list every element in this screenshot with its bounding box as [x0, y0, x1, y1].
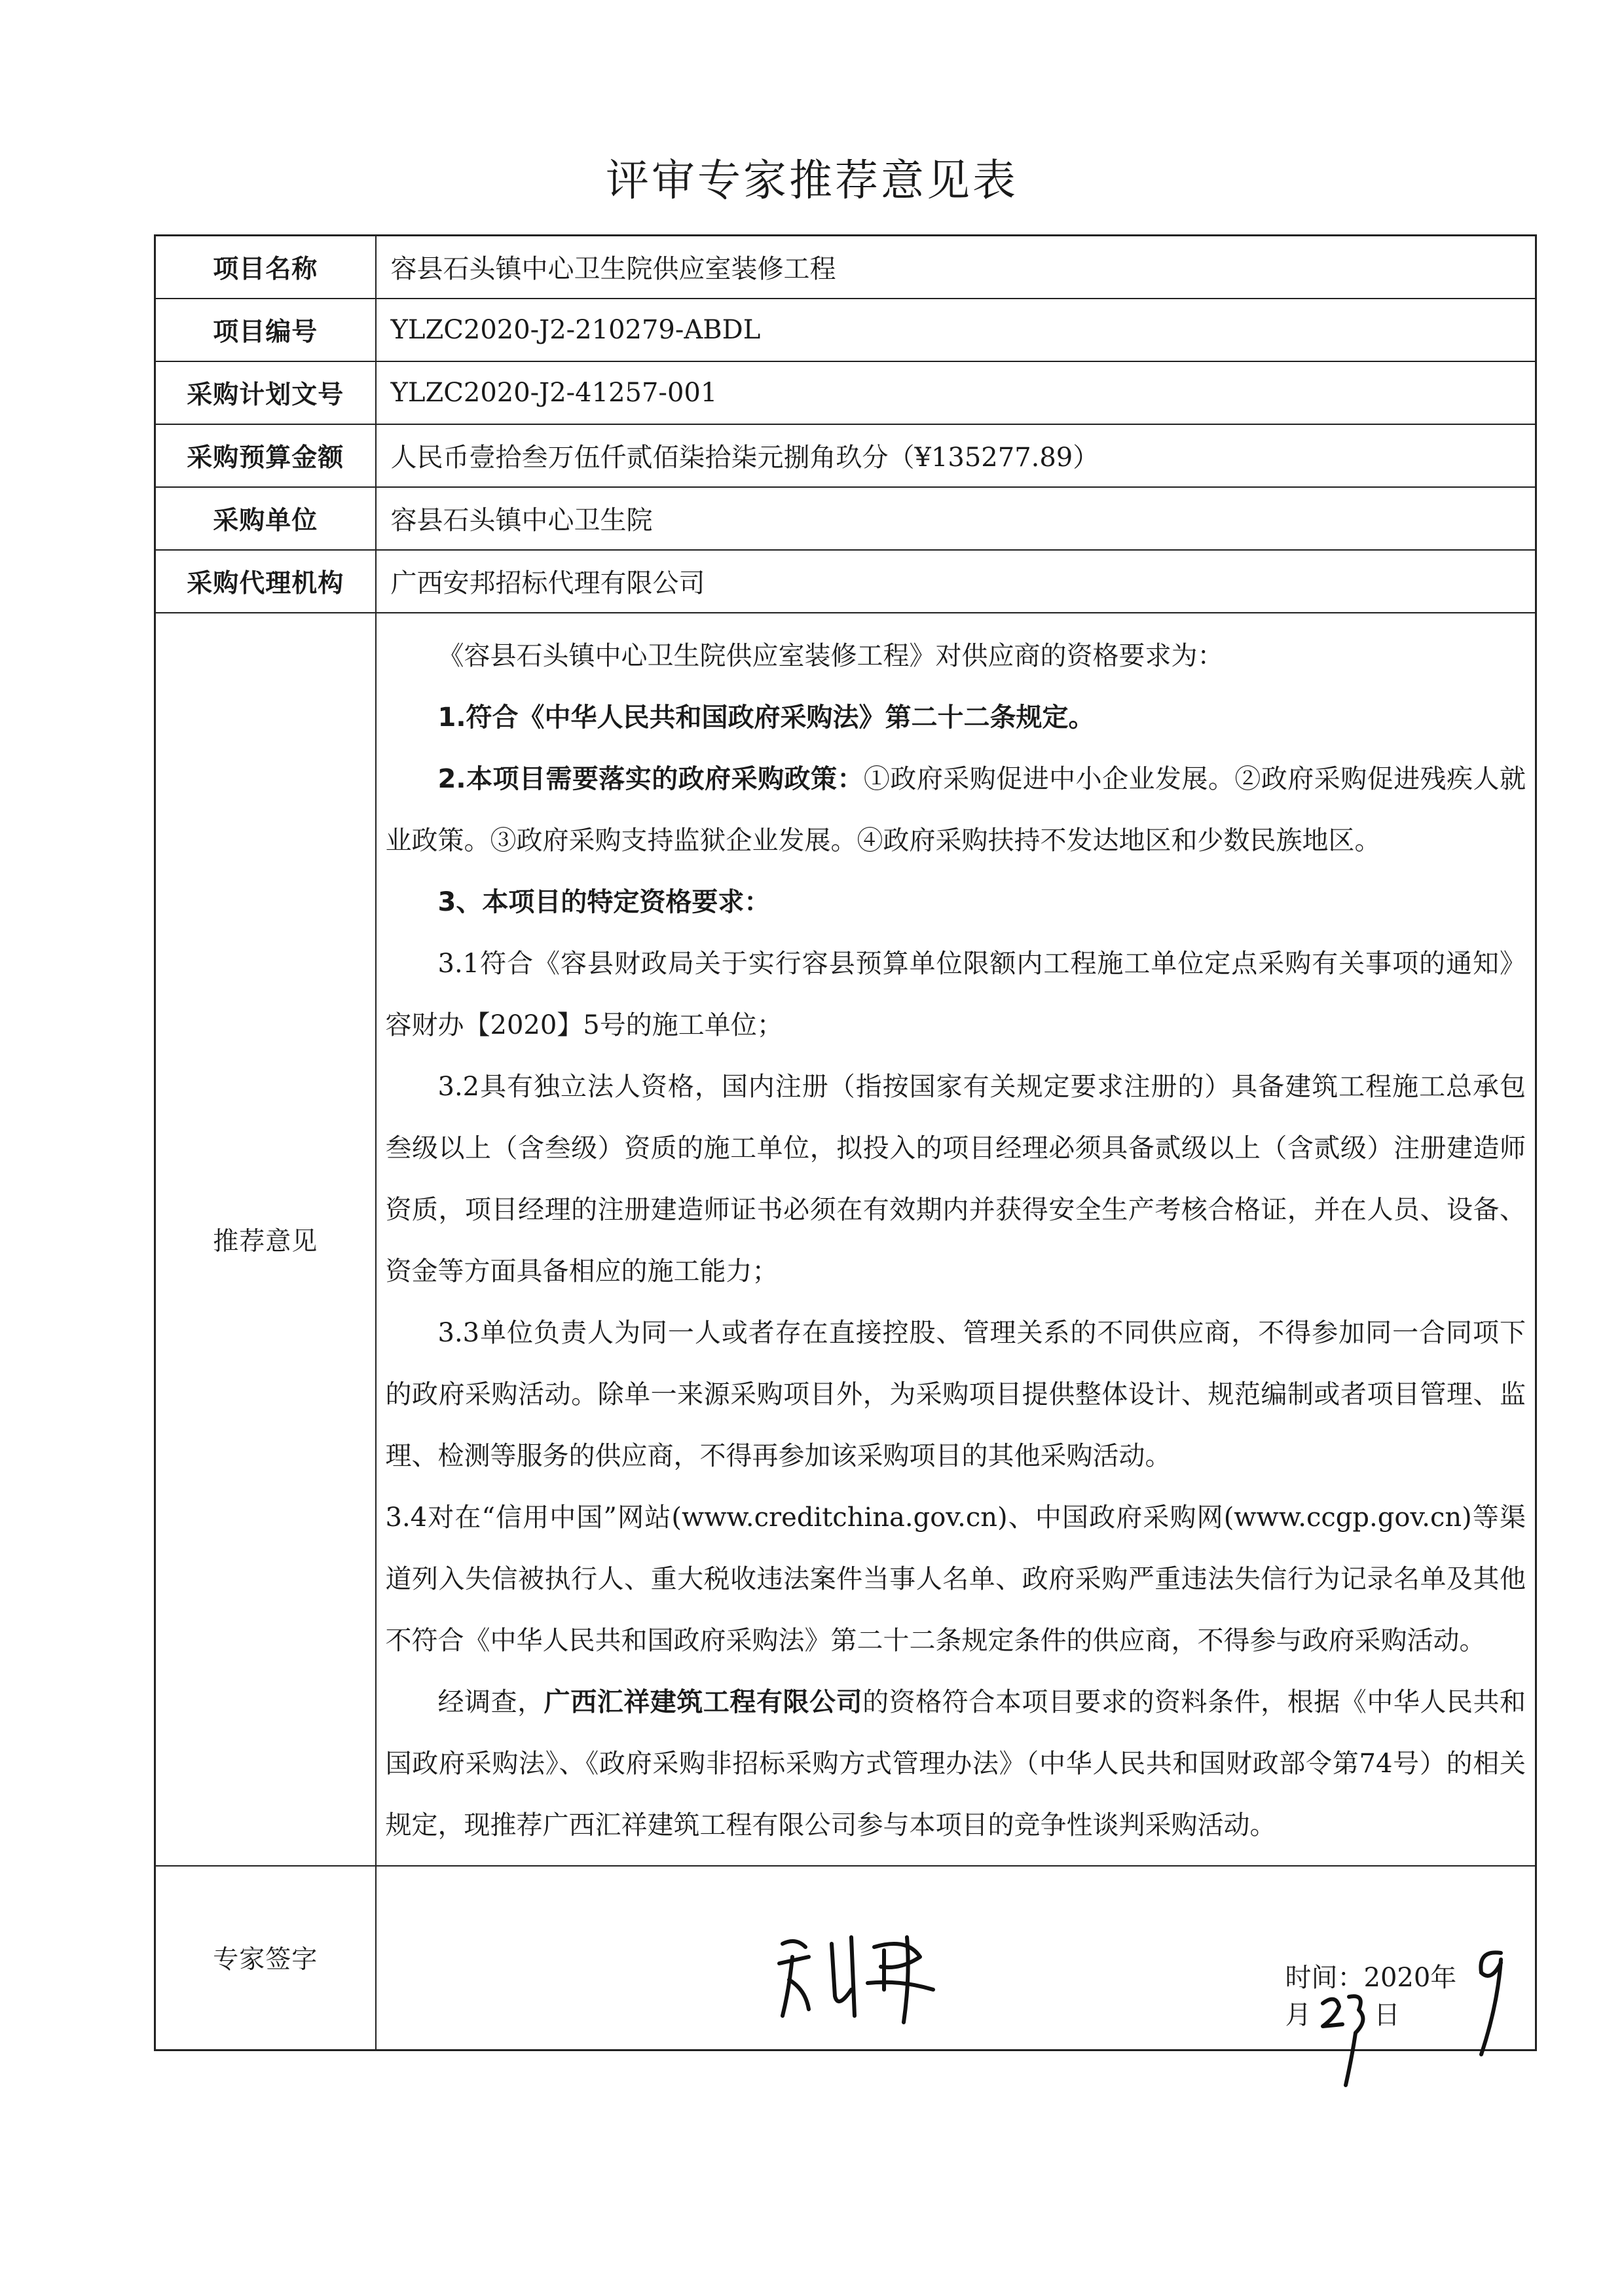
handwritten-month-mark	[1465, 1940, 1511, 2058]
project-number-label: 项目编号	[155, 299, 376, 361]
opinion-item-3-4: 3.4对在“信用中国”网站(www.creditchina.gov.cn)、中国政府采购网(www.ccgp.gov.cn)等渠道列入失信被执行人、重大税收违法案件当事人名单、政府采购严重违法失信行为记录名单及其他不符合《中华人民共和国政府采购法》第二十二条规定条件的供应商，不得参与政府采购活动。	[385, 1502, 1526, 1656]
purchaser-value: 容县石头镇中心卫生院	[376, 487, 1536, 550]
opinion-item-3-1: 3.1符合《容县财政局关于实行容县预算单位限额内工程施工单位定点采购有关事项的通知》容财办【2020】5号的施工单位；	[385, 948, 1526, 1040]
opinion-item-2	[386, 748, 1526, 871]
date-prefix: 时间：2020年	[1285, 1962, 1457, 1993]
signature-row	[155, 1866, 1536, 2050]
opinion-conclusion	[386, 1671, 1526, 1856]
conclusion-text: 的资格符合本项目要求的资料条件，根据《中华人民共和国政府采购法》、《政府采购非招标采购方式管理办法》（中华人民共和国财政部令第74号）的相关规定，现推荐广西汇祥建筑工程有限公司参与本项目的竞争性谈判采购活动。	[385, 1686, 1526, 1840]
agency-value: 广西安邦招标代理有限公司	[376, 550, 1536, 613]
table-row	[155, 299, 1536, 361]
opinion-row	[155, 613, 1536, 1866]
signature-cell	[376, 1866, 1536, 2050]
opinion-item-3-2: 3.2具有独立法人资格，国内注册（指按国家有关规定要求注册的）具备建筑工程施工总承包叁级以上（含叁级）资质的施工单位，拟投入的项目经理必须具备贰级以上（含贰级）注册建造师资质，项目经理的注册建造师证书必须在有效期内并获得安全生产考核合格证，并在人员、设备、资金等方面具备相应的施工能力；	[385, 1071, 1526, 1286]
budget-label: 采购预算金额	[155, 424, 376, 487]
opinion-intro: 《容县石头镇中心卫生院供应室装修工程》对供应商的资格要求为：	[437, 640, 1224, 671]
plan-number-value: YLZC2020-J2-41257-001	[376, 361, 1536, 424]
purchaser-label: 采购单位	[155, 487, 376, 550]
opinion-content	[376, 613, 1536, 1866]
opinion-item-2-text: ①政府采购促进中小企业发展。②政府采购促进残疾人就业政策。③政府采购支持监狱企业发展。④政府采购扶持不发达地区和少数民族地区。	[385, 763, 1526, 856]
recommended-company: 广西汇祥建筑工程有限公司	[544, 1686, 863, 1717]
month-label: 月	[1285, 1999, 1312, 2030]
handwritten-day-mark	[1320, 1977, 1372, 2088]
document-title: 评审专家推荐意见表	[606, 155, 1018, 206]
budget-value: 人民币壹拾叁万伍仟贰佰柒拾柒元捌角玖分（¥135277.89）	[376, 424, 1536, 487]
table-row	[155, 236, 1536, 299]
table-row	[155, 361, 1536, 424]
project-number-value: YLZC2020-J2-210279-ABDL	[376, 299, 1536, 361]
handwritten-day	[1320, 2023, 1365, 2024]
project-name-value: 容县石头镇中心卫生院供应室装修工程	[376, 236, 1536, 299]
table-row	[155, 424, 1536, 487]
signature-date	[1285, 1957, 1536, 2032]
opinion-item-3: 3、本项目的特定资格要求：	[437, 886, 771, 917]
signature-label: 专家签字	[155, 1866, 376, 2050]
recommendation-form-table	[154, 234, 1537, 2051]
table-row	[155, 487, 1536, 550]
opinion-item-2-heading: 2.本项目需要落实的政府采购政策：	[437, 763, 864, 794]
opinion-item-3-3: 3.3单位负责人为同一人或者存在直接控股、管理关系的不同供应商，不得参加同一合同项下的政府采购活动。除单一来源采购项目外，为采购项目提供整体设计、规范编制或者项目管理、监理、检测等服务的供应商，不得再参加该采购项目的其他采购活动。	[385, 1317, 1526, 1471]
day-label: 日	[1373, 1999, 1400, 2030]
handwritten-signature	[769, 1918, 966, 2029]
table-row	[155, 550, 1536, 613]
opinion-label: 推荐意见	[155, 613, 376, 1866]
conclusion-lead: 经调查，	[437, 1686, 544, 1717]
plan-number-label: 采购计划文号	[155, 361, 376, 424]
project-name-label: 项目名称	[155, 236, 376, 299]
opinion-item-1: 1.符合《中华人民共和国政府采购法》第二十二条规定。	[437, 702, 1095, 733]
agency-label: 采购代理机构	[155, 550, 376, 613]
